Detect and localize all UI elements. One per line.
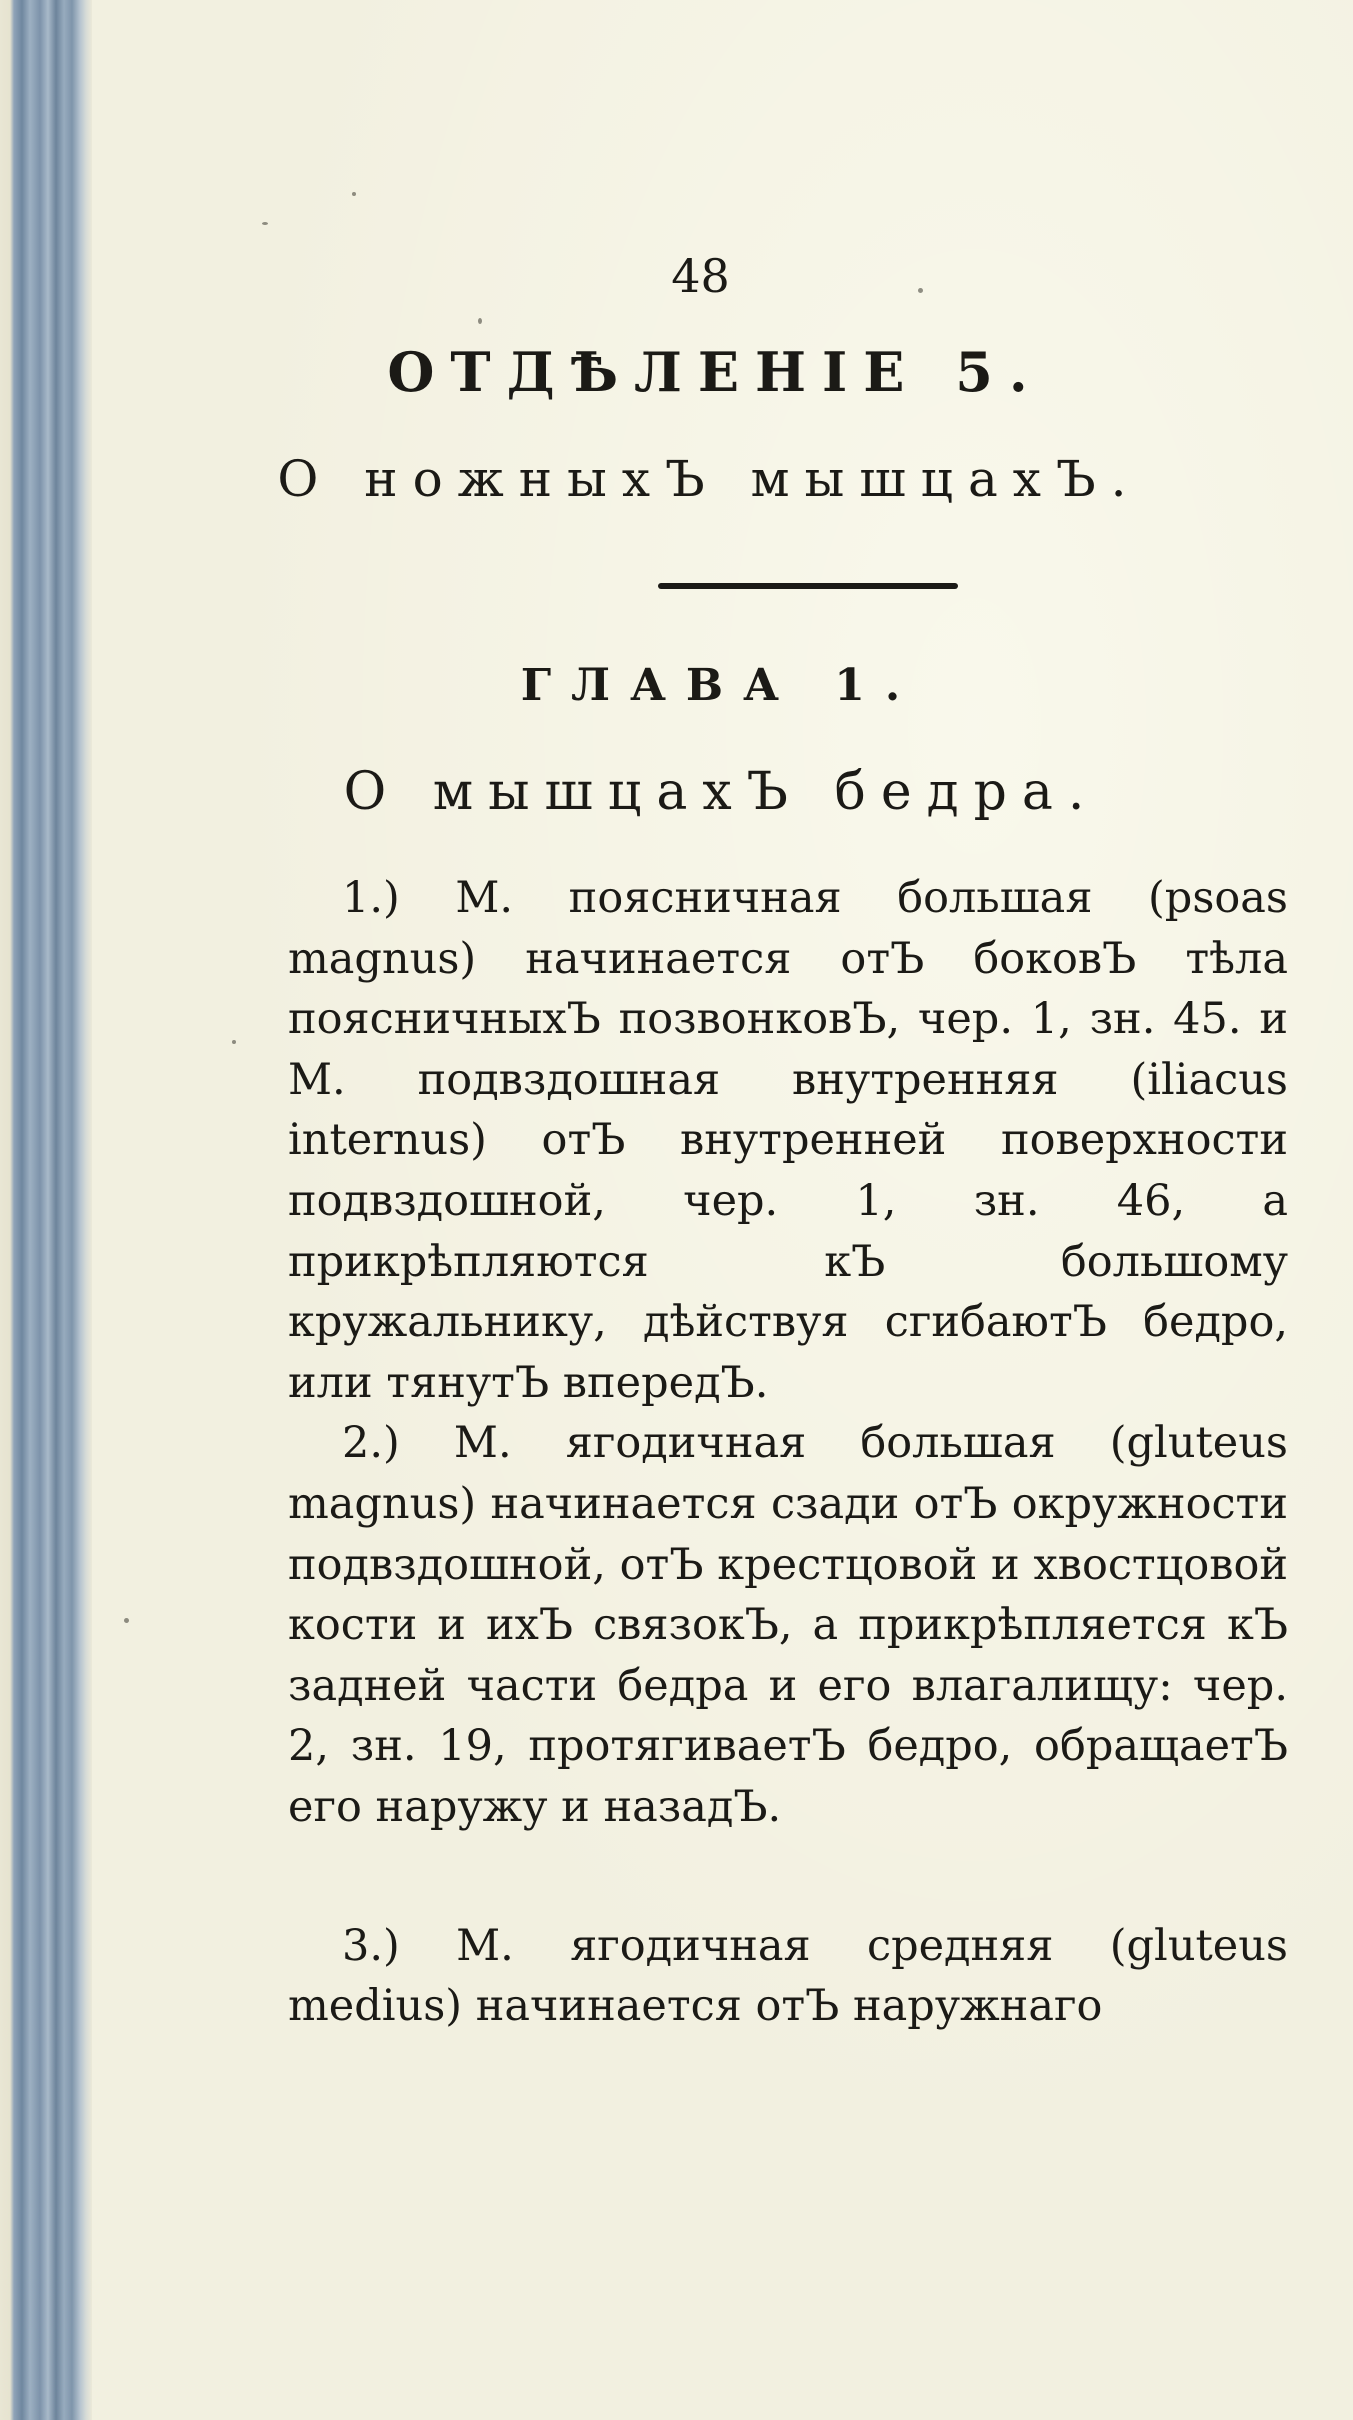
paper-speck	[918, 288, 923, 293]
chapter-label: ГЛАВА 1.	[520, 660, 921, 711]
body-text	[288, 868, 1288, 2037]
paper-speck	[478, 318, 482, 324]
paragraph-2: 2.) М. ягодичная большая (gluteus magnus) начинается сзади отЪ окружности подвздошной, отЪ крестцовой и хвостцовой кости и ихЪ связокЪ, а прикрѣпляется кЪ задней части бедра и его влагалищу: чер. 2, зн. 19, протягиваетЪ бедро, обращаетЪ его наружу и назадЪ.	[288, 1418, 1288, 1832]
paper-speck	[262, 222, 268, 225]
paper-speck	[352, 192, 356, 196]
paragraph-3: 3.) М. ягодичная средняя (gluteus medius) начинается отЪ наружнаго	[288, 1920, 1288, 2032]
chapter-title: О мышцахЪ бедра.	[343, 762, 1100, 822]
paper-speck	[232, 1040, 236, 1044]
section-title: ОТДѢЛЕНІЕ 5.	[387, 340, 1044, 404]
decorative-rule	[658, 583, 958, 589]
page-number: 48	[671, 249, 730, 303]
section-subtitle: О ножныхЪ мышцахЪ.	[277, 450, 1142, 508]
paragraph-1: 1.) М. поясничная большая (psoas magnus) начинается отЪ боковЪ тѣла поясничныхЪ позвонковЪ, чер. 1, зн. 45. и М. подвздошная внутренняя (iliacus internus) отЪ внутренней поверхности подвздошной, чер. 1, зн. 46, а прикрѣпляются кЪ большому кружальнику, дѣйствуя сгибаютЪ бедро, или тянутЪ впередЪ.	[288, 873, 1288, 1408]
paper-speck	[124, 1618, 129, 1623]
